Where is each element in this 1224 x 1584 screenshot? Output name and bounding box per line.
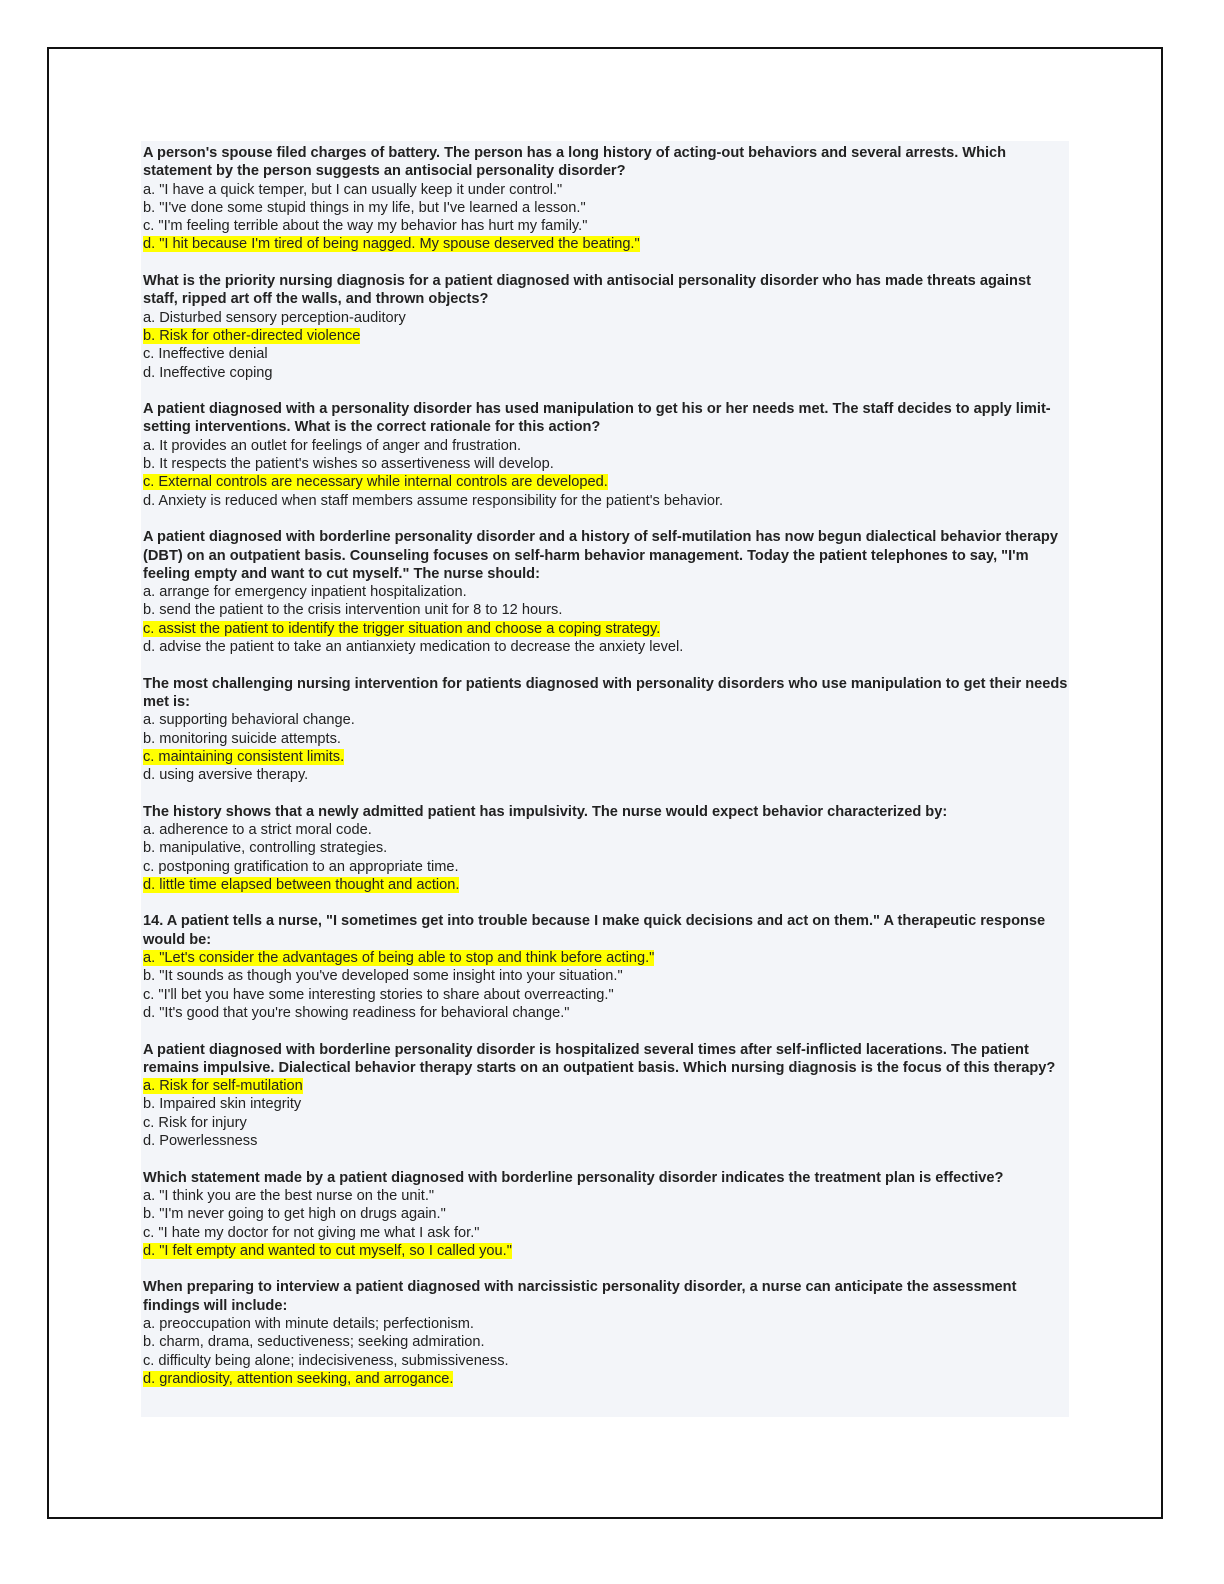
- answer-option-d-highlighted: d. grandiosity, attention seeking, and arrogance.: [143, 1370, 454, 1387]
- answer-option-b: b. Impaired skin integrity: [143, 1096, 302, 1113]
- answer-option-c: c. "I'll bet you have some interesting stories to share about overreacting.": [143, 986, 614, 1003]
- answer-option-a: a. supporting behavioral change.: [143, 712, 355, 729]
- answer-option-d-highlighted: d. little time elapsed between thought and action.: [143, 876, 460, 893]
- answer-option-b-highlighted: b. Risk for other-directed violence: [143, 327, 361, 344]
- answer-option-b: b. monitoring suicide attempts.: [143, 730, 341, 747]
- question-stem: The most challenging nursing intervention for patients diagnosed with personality disorders who use manipulation to get their needs met is:: [143, 675, 1068, 710]
- question-block-5: [143, 675, 1069, 785]
- answer-option-d: d. advise the patient to take an antianxiety medication to decrease the anxiety level.: [143, 639, 684, 656]
- question-block-8: [143, 1041, 1069, 1151]
- answer-option-c: c. postponing gratification to an appropriate time.: [143, 858, 459, 875]
- question-block-10: [143, 1278, 1069, 1388]
- answer-option-b: b. It respects the patient's wishes so assertiveness will develop.: [143, 456, 554, 473]
- document-body: [141, 141, 1069, 1417]
- question-block-6: [143, 803, 1069, 894]
- answer-option-c: c. "I'm feeling terrible about the way my behavior has hurt my family.": [143, 218, 588, 235]
- answer-option-a: a. arrange for emergency inpatient hospitalization.: [143, 584, 467, 601]
- question-block-9: [143, 1169, 1069, 1260]
- answer-option-d: d. using aversive therapy.: [143, 767, 309, 784]
- answer-option-c-highlighted: c. maintaining consistent limits.: [143, 748, 345, 765]
- question-stem: 14. A patient tells a nurse, "I sometimes get into trouble because I make quick decisions and act on them." A therapeutic response would be:: [143, 913, 1046, 948]
- answer-option-c-highlighted: c. assist the patient to identify the trigger situation and choose a coping strategy.: [143, 620, 661, 637]
- answer-option-c-highlighted: c. External controls are necessary while internal controls are developed.: [143, 474, 608, 491]
- question-stem: What is the priority nursing diagnosis for a patient diagnosed with antisocial personality disorder who has made threats against staff, ripped art off the walls, and thrown objects?: [143, 273, 1031, 308]
- answer-option-b: b. "It sounds as though you've developed some insight into your situation.": [143, 968, 623, 985]
- answer-option-c: c. "I hate my doctor for not giving me what I ask for.": [143, 1224, 480, 1241]
- answer-option-b: b. "I've done some stupid things in my life, but I've learned a lesson.": [143, 199, 586, 216]
- answer-option-d-highlighted: d. "I hit because I'm tired of being nagged. My spouse deserved the beating.": [143, 236, 640, 253]
- answer-option-a-highlighted: a. Risk for self-mutilation: [143, 1078, 303, 1095]
- answer-option-b: b. send the patient to the crisis intervention unit for 8 to 12 hours.: [143, 602, 563, 619]
- question-stem: A patient diagnosed with a personality disorder has used manipulation to get his or her needs met. The staff decides to apply limit-setting interventions. What is the correct rationale for this action?: [143, 401, 1051, 436]
- answer-option-a: a. "I think you are the best nurse on the unit.": [143, 1187, 435, 1204]
- answer-option-c: c. difficulty being alone; indecisiveness, submissiveness.: [143, 1352, 509, 1369]
- question-stem: When preparing to interview a patient diagnosed with narcissistic personality disorder, a nurse can anticipate the assessment findings will include:: [143, 1279, 1017, 1314]
- answer-option-a: a. It provides an outlet for feelings of anger and frustration.: [143, 437, 522, 454]
- answer-option-b: b. "I'm never going to get high on drugs again.": [143, 1206, 446, 1223]
- question-block-2: [143, 272, 1069, 382]
- answer-option-d: d. Powerlessness: [143, 1133, 258, 1150]
- answer-option-d: d. "It's good that you're showing readiness for behavioral change.": [143, 1004, 570, 1021]
- question-stem: A person's spouse filed charges of battery. The person has a long history of acting-out behaviors and several arrests. Which statement by the person suggests an antisocial personality disorder?: [143, 145, 1007, 180]
- answer-option-a: a. adherence to a strict moral code.: [143, 821, 372, 838]
- question-block-1: [143, 144, 1069, 254]
- answer-option-d-highlighted: d. "I felt empty and wanted to cut myself, so I called you.": [143, 1242, 512, 1259]
- answer-option-c: c. Ineffective denial: [143, 346, 268, 363]
- answer-option-a: a. preoccupation with minute details; perfectionism.: [143, 1316, 474, 1332]
- question-block-7: [143, 912, 1069, 1022]
- answer-option-b: b. charm, drama, seductiveness; seeking admiration.: [143, 1334, 485, 1351]
- question-stem: The history shows that a newly admitted patient has impulsivity. The nurse would expect behavior characterized by:: [143, 803, 948, 820]
- question-stem: A patient diagnosed with borderline personality disorder and a history of self-mutilation has now begun dialectical behavior therapy (DBT) on an outpatient basis. Counseling focuses on self-harm behavior management. Today the patient telephones to say, "I'm feeling empty and want to cut myself." The nurse should:: [143, 529, 1058, 582]
- question-stem: Which statement made by a patient diagnosed with borderline personality disorder indicates the treatment plan is effective?: [143, 1169, 1004, 1186]
- answer-option-a: a. "I have a quick temper, but I can usually keep it under control.": [143, 181, 563, 198]
- question-block-4: [143, 528, 1069, 656]
- answer-option-a-highlighted: a. "Let's consider the advantages of being able to stop and think before acting.": [143, 950, 655, 967]
- answer-option-d: d. Anxiety is reduced when staff members assume responsibility for the patient's behavior.: [143, 492, 724, 509]
- question-stem: A patient diagnosed with borderline personality disorder is hospitalized several times after self-inflicted lacerations. The patient remains impulsive. Dialectical behavior therapy starts on an outpatient basis. Which nursing diagnosis is the focus of this therapy?: [143, 1041, 1056, 1076]
- answer-option-b: b. manipulative, controlling strategies.: [143, 840, 388, 857]
- answer-option-c: c. Risk for injury: [143, 1114, 247, 1131]
- answer-option-d: d. Ineffective coping: [143, 364, 273, 381]
- answer-option-a: a. Disturbed sensory perception-auditory: [143, 309, 406, 326]
- question-block-3: [143, 400, 1069, 510]
